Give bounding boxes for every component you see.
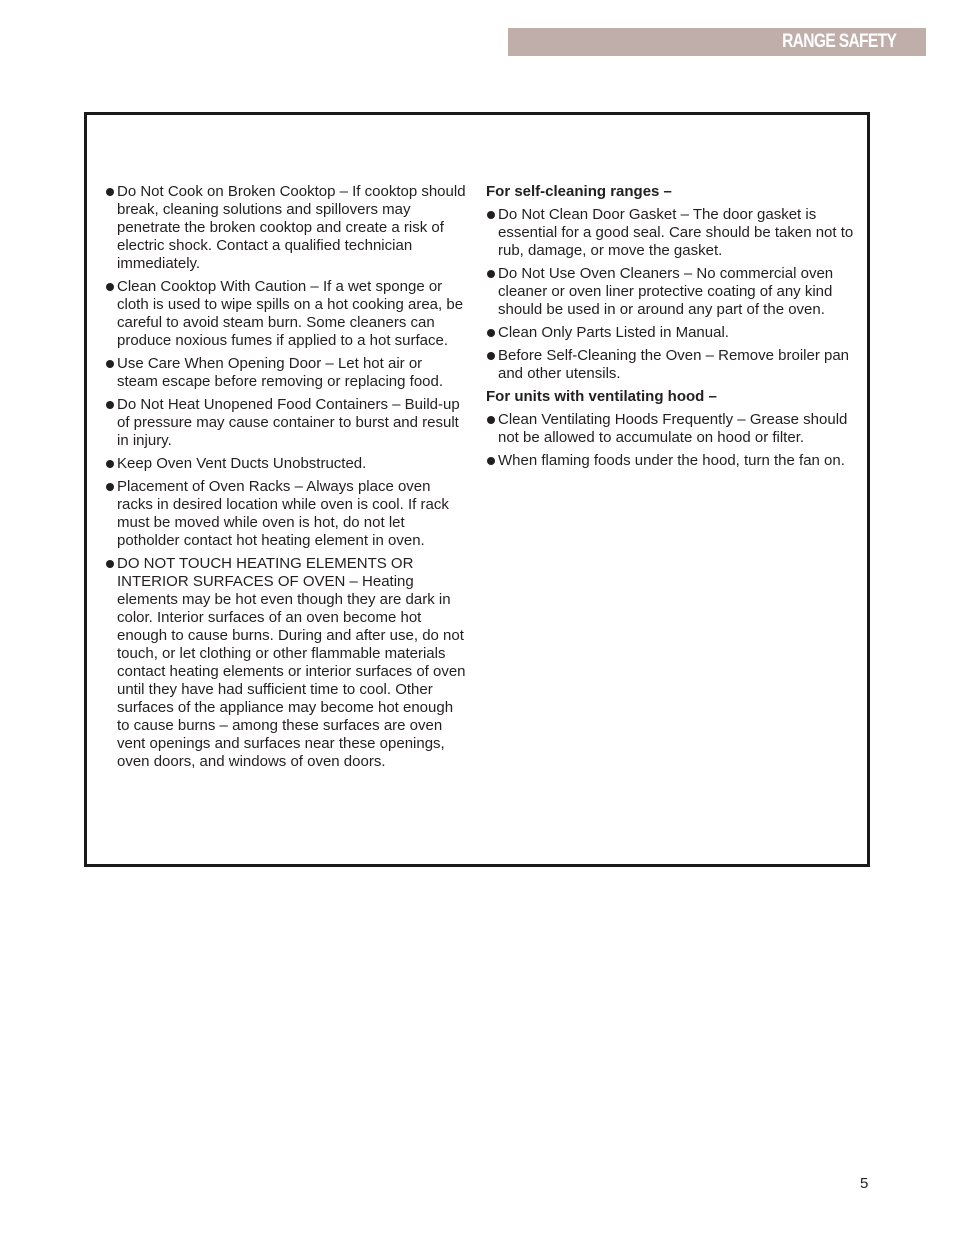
left-column bbox=[105, 183, 467, 776]
section-title: RANGE SAFETY bbox=[781, 31, 896, 52]
page-number: 5 bbox=[860, 1175, 869, 1192]
list-item: Keep Oven Vent Ducts Unobstructed. bbox=[105, 455, 467, 473]
list-item: DO NOT TOUCH HEATING ELEMENTS OR INTERIOR SURFACES OF OVEN – Heating elements may be hot even though they are dark in color. Interior surfaces of an oven become hot enough to cause burns. During and after use, do not touch, or let clothing or other flammable materials contact heating elements or interior surfaces of oven until they have had sufficient time to cool. Other surfaces of the appliance may become hot enough to cause burns – among these surfaces are oven vent openings and surfaces near these openings, oven doors, and windows of oven doors. bbox=[105, 555, 467, 771]
list-item: Clean Ventilating Hoods Frequently – Grease should not be allowed to accumulate on hood or filter. bbox=[486, 411, 860, 447]
section-header-bar bbox=[508, 28, 926, 56]
list-item: Do Not Use Oven Cleaners – No commercial oven cleaner or oven liner protective coating of any kind should be used in or around any part of the oven. bbox=[486, 265, 860, 319]
safety-box bbox=[84, 112, 870, 867]
list-item: Do Not Clean Door Gasket – The door gasket is essential for a good seal. Care should be taken not to rub, damage, or move the gasket. bbox=[486, 206, 860, 260]
self-cleaning-bullet-list bbox=[486, 206, 860, 383]
list-item: Do Not Cook on Broken Cooktop – If cooktop should break, cleaning solutions and spillovers may penetrate the broken cooktop and create a risk of electric shock. Contact a qualified technician immediately. bbox=[105, 183, 467, 273]
list-item: Do Not Heat Unopened Food Containers – Build-up of pressure may cause container to burst and result in injury. bbox=[105, 396, 467, 450]
left-bullet-list bbox=[105, 183, 467, 771]
list-item: Clean Cooktop With Caution – If a wet sponge or cloth is used to wipe spills on a hot cooking area, be careful to avoid steam burn. Some cleaners can produce noxious fumes if applied to a hot surface. bbox=[105, 278, 467, 350]
list-item: Placement of Oven Racks – Always place oven racks in desired location while oven is cool. If rack must be moved while oven is hot, do not let potholder contact hot heating element in oven. bbox=[105, 478, 467, 550]
right-column bbox=[486, 183, 860, 475]
ventilating-hood-heading: For units with ventilating hood – bbox=[486, 388, 717, 405]
list-item: Before Self-Cleaning the Oven – Remove broiler pan and other utensils. bbox=[486, 347, 860, 383]
self-cleaning-heading: For self-cleaning ranges – bbox=[486, 183, 672, 200]
list-item: When flaming foods under the hood, turn the fan on. bbox=[486, 452, 860, 470]
ventilating-hood-bullet-list bbox=[486, 411, 860, 470]
list-item: Clean Only Parts Listed in Manual. bbox=[486, 324, 860, 342]
list-item: Use Care When Opening Door – Let hot air or steam escape before removing or replacing food. bbox=[105, 355, 467, 391]
